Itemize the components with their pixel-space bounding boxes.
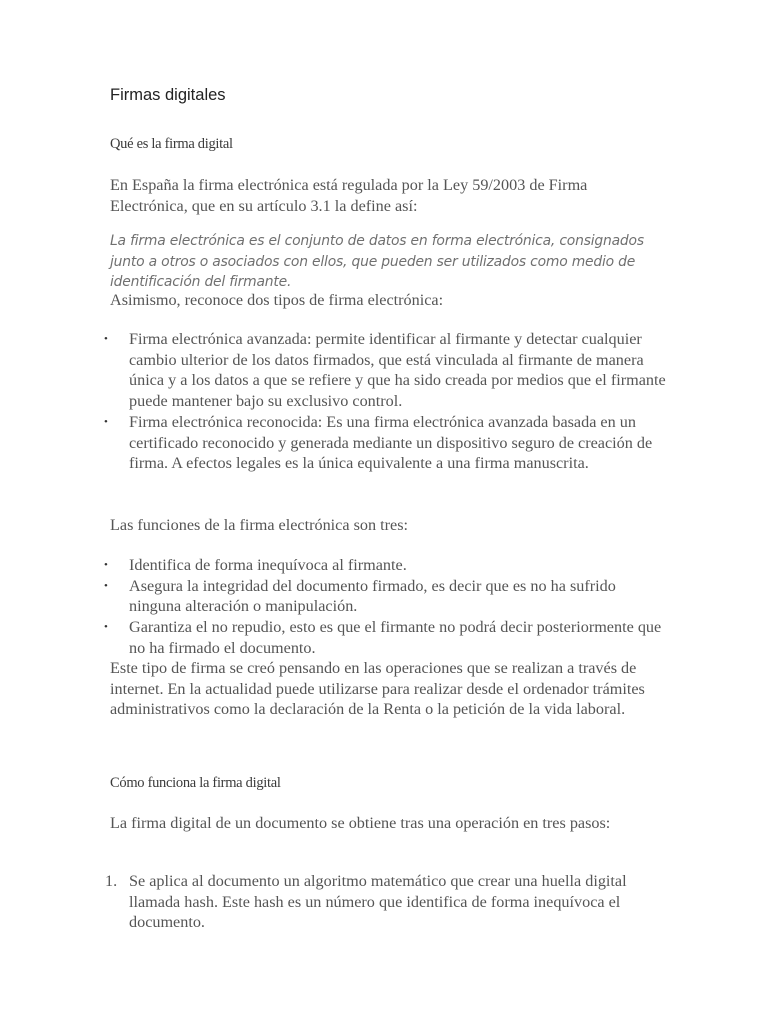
step-number: 1. <box>105 872 118 890</box>
list-item-text: Identifica de forma inequívoca al firmante. <box>129 556 407 574</box>
bullet-icon: • <box>104 621 108 634</box>
bullet-icon: • <box>104 415 108 428</box>
definition-quote: La firma electrónica es el conjunto de datos en forma electrónica, consignados junto a otros o asociados con ellos, que pueden ser utilizados como medio de identificación del firmante. <box>110 233 644 290</box>
closing-paragraph: Este tipo de firma se creó pensando en las operaciones que se realizan a través de internet. En la actualidad puede utilizarse para realizar desde el ordenador trámites administrativos como la declaración de la Renta o la petición de la vida laboral. <box>110 659 645 719</box>
list-item <box>104 412 670 474</box>
section-heading-como-funciona: Cómo funciona la firma digital <box>110 775 281 791</box>
types-intro: Asimismo, reconoce dos tipos de firma electrónica: <box>110 291 444 309</box>
list-item <box>105 871 670 933</box>
list-item-text: Firma electrónica reconocida: Es una firma electrónica avanzada basada en un certificado reconocido y generada mediante un dispositivo seguro de creación de firma. A efectos legales es la única equivalente a una firma manuscrita. <box>129 412 653 473</box>
intro-paragraph: En España la firma electrónica está regulada por la Ley 59/2003 de Firma Electrónica, que en su artículo 3.1 la define así: <box>110 176 588 215</box>
signature-types-list <box>104 329 670 474</box>
list-item-text: Firma electrónica avanzada: permite identificar al firmante y detectar cualquier cambio ulterior de los datos firmados, que está vinculada al firmante de manera única y a los datos a que se refiere y que ha sido creada por medios que el firmante puede mantener bajo su exclusivo control. <box>129 330 666 411</box>
list-item-text: Garantiza el no repudio, esto es que el firmante no podrá decir posteriormente que no ha firmado el documento. <box>129 618 662 657</box>
functions-list <box>104 555 670 659</box>
list-item <box>104 555 670 576</box>
page-title: Firmas digitales <box>110 86 226 104</box>
steps-intro: La firma digital de un documento se obtiene tras una operación en tres pasos: <box>110 814 611 832</box>
functions-intro: Las funciones de la firma electrónica son tres: <box>110 516 408 534</box>
list-item-text: Se aplica al documento un algoritmo matemático que crear una huella digital llamada hash. Este hash es un número que identifica de forma inequívoca el documento. <box>129 872 627 932</box>
steps-list <box>105 871 670 933</box>
bullet-icon: • <box>104 559 108 571</box>
list-item <box>104 329 670 412</box>
list-item <box>104 617 670 658</box>
list-item <box>104 576 670 617</box>
bullet-icon: • <box>104 333 108 345</box>
bullet-icon: • <box>104 579 108 592</box>
list-item-text: Asegura la integridad del documento firmado, es decir que es no ha sufrido ninguna alteración o manipulación. <box>129 576 616 616</box>
section-heading-que-es: Qué es la firma digital <box>110 136 233 152</box>
